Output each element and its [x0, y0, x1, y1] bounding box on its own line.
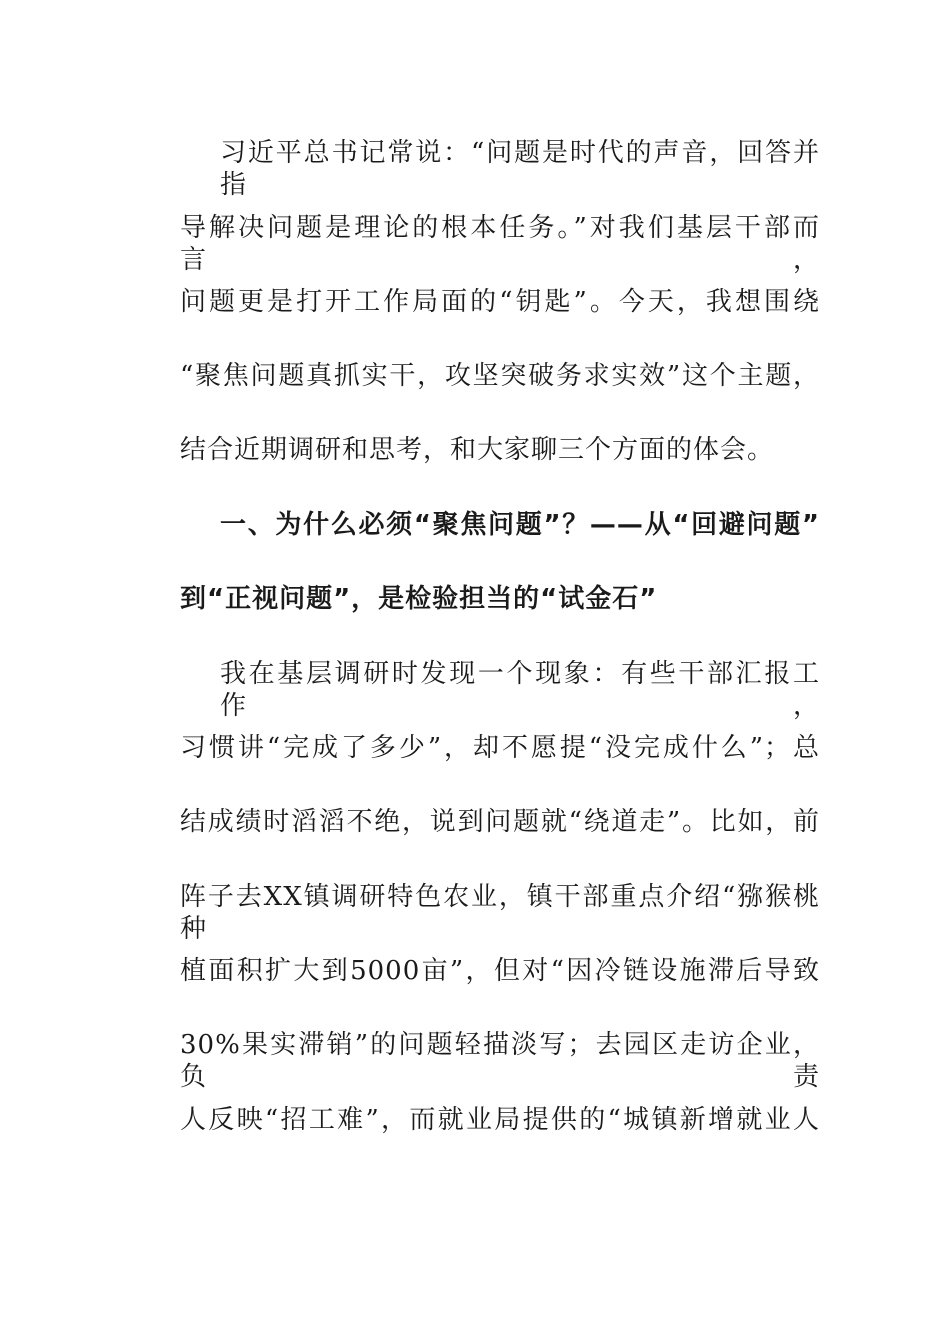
paragraph-2-line-6: 30%果实滞销”的问题轻描淡写；去园区走访企业，负责 [180, 1030, 820, 1092]
paragraph-1-line-5: 结合近期调研和思考，和大家聊三个方面的体会。 [180, 435, 775, 465]
paragraph-2-line-7: 人反映“招工难”，而就业局提供的“城镇新增就业人 [180, 1105, 820, 1135]
paragraph-2-line-3: 结成绩时滔滔不绝，说到问题就“绕道走”。比如，前 [180, 807, 820, 837]
paragraph-1-line-2: 导解决问题是理论的根本任务。”对我们基层干部而言， [180, 213, 820, 275]
section-heading-line-2: 到“正视问题”，是检验担当的“试金石” [180, 584, 658, 614]
paragraph-2-line-5: 植面积扩大到5000亩”，但对“因冷链设施滞后导致 [180, 956, 820, 986]
paragraph-2-line-1: 我在基层调研时发现一个现象：有些干部汇报工作， [220, 659, 820, 721]
paragraph-2-line-4: 阵子去XX镇调研特色农业，镇干部重点介绍“猕猴桃种 [180, 882, 820, 944]
paragraph-1-line-4: “聚焦问题真抓实干，攻坚突破务求实效”这个主题， [180, 361, 820, 391]
section-heading-line-1: 一、为什么必须“聚焦问题”？——从“回避问题” [220, 510, 820, 540]
paragraph-1-line-3: 问题更是打开工作局面的“钥匙”。今天，我想围绕 [180, 287, 820, 317]
paragraph-2-line-2: 习惯讲“完成了多少”，却不愿提“没完成什么”；总 [180, 733, 820, 763]
paragraph-1-line-1: 习近平总书记常说：“问题是时代的声音，回答并指 [220, 138, 820, 200]
